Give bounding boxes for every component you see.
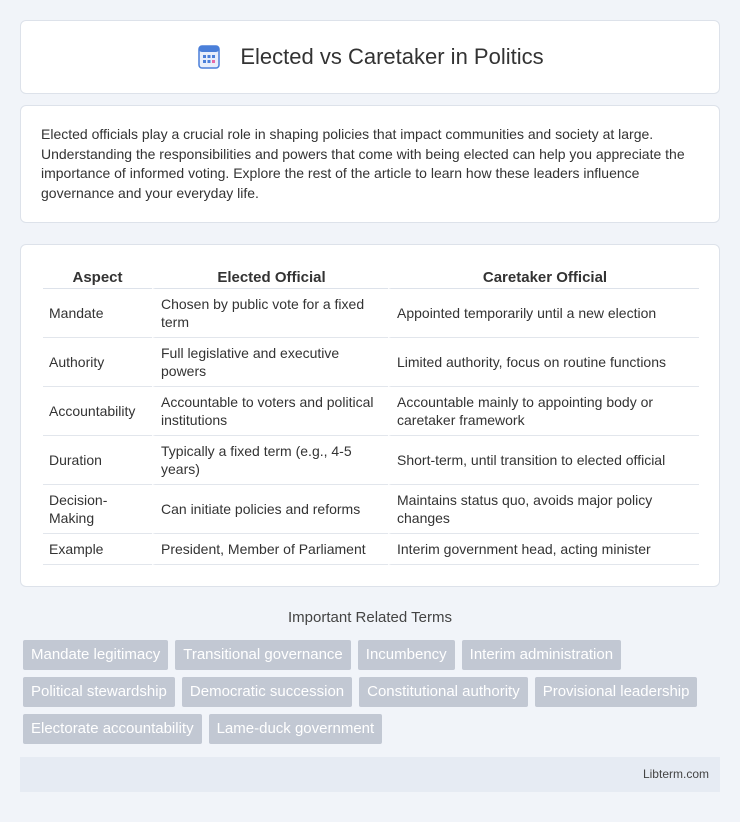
table-cell: Mandate	[43, 289, 152, 338]
table-row	[43, 534, 699, 565]
tag-mandate-legitimacy[interactable]: Mandate legitimacy	[23, 640, 168, 670]
table-header-row	[43, 265, 699, 289]
intro-card	[20, 105, 720, 223]
tag-political-stewardship[interactable]: Political stewardship	[23, 677, 175, 707]
comparison-table	[43, 265, 699, 565]
header-elected: Elected Official	[152, 265, 388, 289]
footer	[20, 757, 720, 792]
table-cell: Authority	[43, 338, 152, 387]
intro-text: Elected officials play a crucial role in shaping policies that impact communities and society at large. Understanding the responsibilities and powers that come with being elected can help you appreciate the importance of informed voting. Explore the rest of the article to learn how these leaders influence governance and your everyday life.	[41, 126, 685, 201]
comparison-card	[20, 244, 720, 587]
table-cell: Typically a fixed term (e.g., 4-5 years)	[152, 436, 388, 485]
table-cell: Accountable mainly to appointing body or caretaker framework	[388, 387, 699, 436]
related-terms-list	[23, 640, 713, 744]
footer-brand-link[interactable]: Libterm.com	[642, 767, 709, 781]
table-row	[43, 387, 699, 436]
tag-electorate-accountability[interactable]: Electorate accountability	[23, 714, 202, 744]
table-cell: Accountability	[43, 387, 152, 436]
tag-incumbency[interactable]: Incumbency	[358, 640, 455, 670]
table-cell: Accountable to voters and political institutions	[152, 387, 388, 436]
tag-lame-duck-government[interactable]: Lame-duck government	[209, 714, 383, 744]
table-row	[43, 289, 699, 338]
tag-interim-administration[interactable]: Interim administration	[462, 640, 621, 670]
table-cell: Can initiate policies and reforms	[152, 485, 388, 534]
related-terms-title: Important Related Terms	[288, 609, 452, 626]
tag-provisional-leadership[interactable]: Provisional leadership	[535, 677, 698, 707]
table-row	[43, 338, 699, 387]
header-caretaker: Caretaker Official	[388, 265, 699, 289]
header-aspect: Aspect	[43, 265, 152, 289]
table-cell: Example	[43, 534, 152, 565]
table-cell: Limited authority, focus on routine functions	[388, 338, 699, 387]
table-grid-icon	[196, 44, 222, 70]
table-cell: Duration	[43, 436, 152, 485]
header-card	[20, 20, 720, 94]
table-cell: Maintains status quo, avoids major policy changes	[388, 485, 699, 534]
table-row	[43, 485, 699, 534]
table-cell: Full legislative and executive powers	[152, 338, 388, 387]
tag-constitutional-authority[interactable]: Constitutional authority	[359, 677, 528, 707]
tag-transitional-governance[interactable]: Transitional governance	[175, 640, 351, 670]
table-cell: Short-term, until transition to elected official	[388, 436, 699, 485]
table-cell: President, Member of Parliament	[152, 534, 388, 565]
table-cell: Interim government head, acting minister	[388, 534, 699, 565]
tag-democratic-succession[interactable]: Democratic succession	[182, 677, 352, 707]
table-row	[43, 436, 699, 485]
table-cell: Chosen by public vote for a fixed term	[152, 289, 388, 338]
table-cell: Appointed temporarily until a new election	[388, 289, 699, 338]
page-title: Elected vs Caretaker in Politics	[240, 44, 544, 69]
table-cell: Decision-Making	[43, 485, 152, 534]
